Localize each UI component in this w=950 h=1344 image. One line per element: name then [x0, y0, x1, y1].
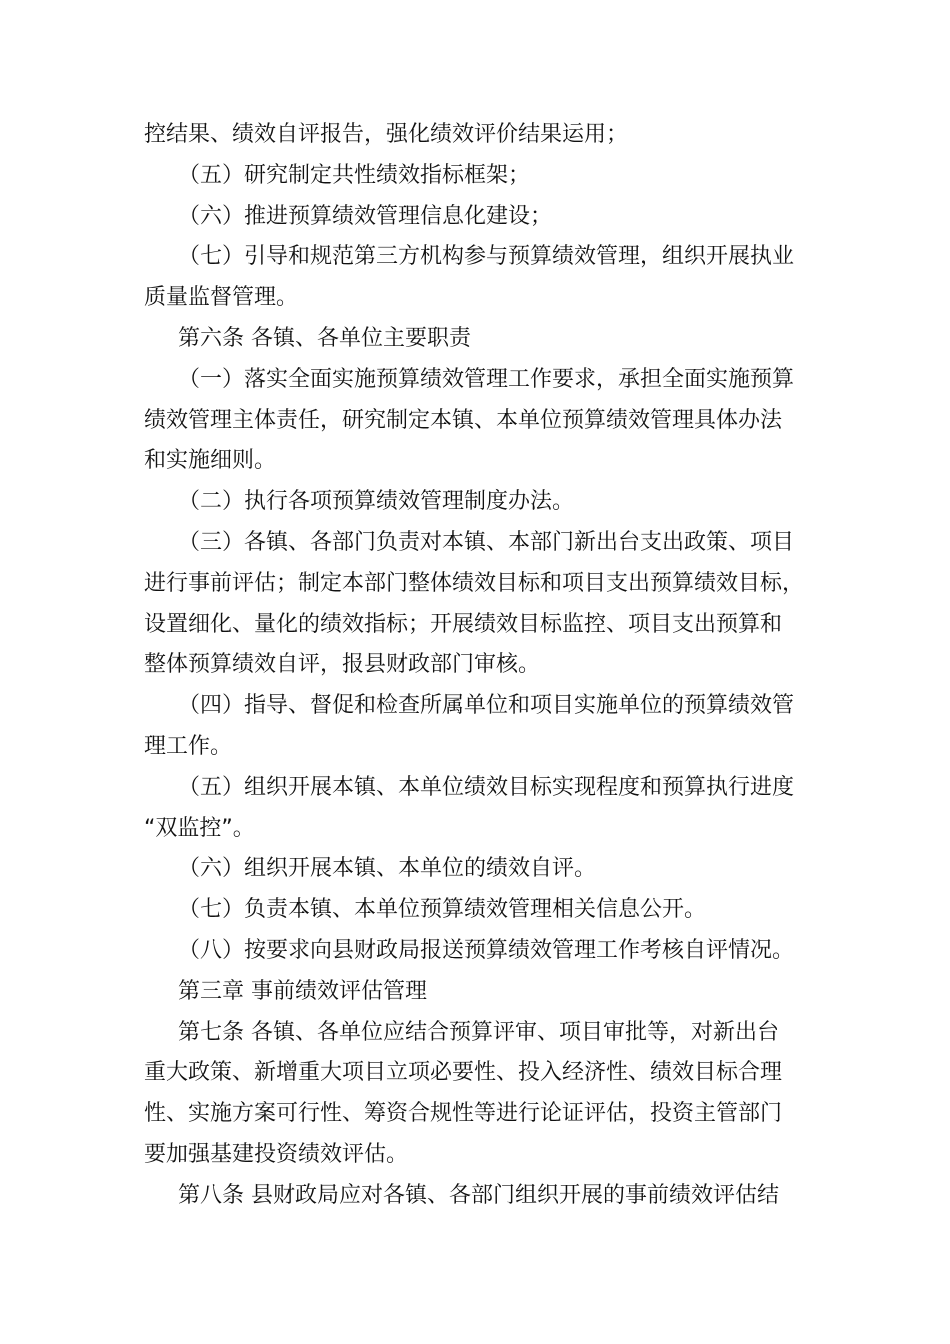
text-line: 第三章 事前绩效评估管理 — [178, 978, 427, 1004]
text-line: （六）组织开展本镇、本单位的绩效自评。 — [178, 856, 597, 882]
text-line: （一）落实全面实施预算绩效管理工作要求，承担全面实施预算 — [178, 366, 795, 392]
text-line: 绩效管理主体责任，研究制定本镇、本单位预算绩效管理具体办法 — [144, 407, 783, 433]
document-body — [144, 115, 834, 1217]
text-line: 理工作。 — [144, 733, 233, 759]
text-line: 质量监督管理。 — [144, 285, 299, 311]
text-line: （二）执行各项预算绩效管理制度办法。 — [178, 489, 575, 515]
text-line: 第八条 县财政局应对各镇、各部门组织开展的事前绩效评估结 — [178, 1182, 779, 1208]
text-line: 和实施细则。 — [144, 448, 277, 474]
text-line: 重大政策、新增重大项目立项必要性、投入经济性、绩效目标合理 — [144, 1060, 783, 1086]
text-line: 设置细化、量化的绩效指标；开展绩效目标监控、项目支出预算和 — [144, 611, 783, 637]
text-line: （七）负责本镇、本单位预算绩效管理相关信息公开。 — [178, 897, 707, 923]
text-line: （五）研究制定共性绩效指标框架； — [178, 162, 531, 188]
text-line: “双监控”。 — [144, 815, 255, 841]
text-line: （六）推进预算绩效管理信息化建设； — [178, 203, 553, 229]
text-line: （三）各镇、各部门负责对本镇、本部门新出台支出政策、项目 — [178, 529, 795, 555]
text-line: 要加强基建投资绩效评估。 — [144, 1141, 409, 1167]
text-line: 性、实施方案可行性、筹资合规性等进行论证评估，投资主管部门 — [144, 1101, 783, 1127]
text-line: 整体预算绩效自评，报县财政部门审核。 — [144, 652, 541, 678]
text-line: （四）指导、督促和检查所属单位和项目实施单位的预算绩效管 — [178, 693, 795, 719]
text-line: （七）引导和规范第三方机构参与预算绩效管理，组织开展执业 — [178, 244, 795, 270]
text-line: （五）组织开展本镇、本单位绩效目标实现程度和预算执行进度 — [178, 774, 795, 800]
text-line: 控结果、绩效自评报告，强化绩效评价结果运用； — [144, 122, 629, 147]
text-line: （八）按要求向县财政局报送预算绩效管理工作考核自评情况。 — [178, 937, 795, 963]
text-line: 第七条 各镇、各单位应结合预算评审、项目审批等，对新出台 — [178, 1019, 779, 1045]
text-line: 进行事前评估；制定本部门整体绩效目标和项目支出预算绩效目标， — [144, 570, 805, 596]
text-line: 第六条 各镇、各单位主要职责 — [178, 325, 471, 351]
